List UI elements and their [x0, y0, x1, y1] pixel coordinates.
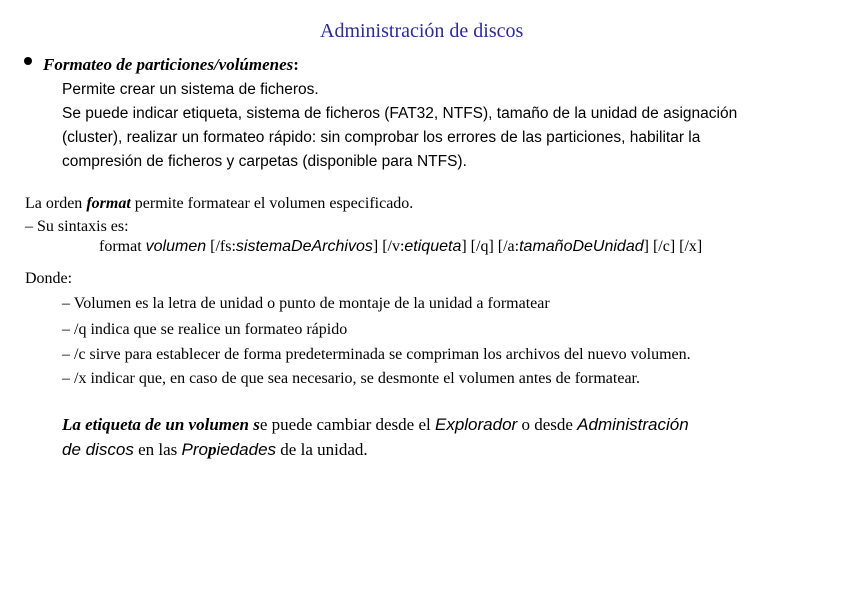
- where-item: – /q indica que se realice un formateo rápido: [62, 321, 348, 338]
- section-heading: [43, 55, 299, 75]
- note-italic: Administración: [577, 415, 689, 434]
- syntax-arg: sistemaDeArchivos: [235, 238, 373, 255]
- syntax-arg: volumen: [145, 238, 207, 255]
- format-intro: [25, 195, 413, 213]
- format-intro-pre: La orden: [25, 195, 87, 212]
- where-item: – /x indicar que, en caso de que sea necesario, se desmonte el volumen antes de formatear.: [62, 370, 640, 387]
- syntax-line: [99, 238, 702, 256]
- note-italic: Explorador: [434, 415, 518, 434]
- bullet-dot: [24, 57, 32, 65]
- bullet-line: Permite crear un sistema de ficheros.: [62, 81, 319, 98]
- syntax-cmd: format: [99, 238, 146, 255]
- syntax-part: ] [/v:: [372, 238, 405, 255]
- note-bold-letter: p: [207, 440, 217, 459]
- note-text: e puede cambiar desde el: [259, 415, 435, 434]
- note-bold: La etiqueta de un volumen s: [62, 415, 260, 434]
- page-title: Administración de discos: [320, 20, 524, 42]
- where-item: – /c sirve para establecer de forma predeterminada se compriman los archivos del nuevo volumen.: [62, 346, 691, 363]
- syntax-arg: etiqueta: [404, 238, 462, 255]
- note-italic: Pro: [181, 440, 208, 459]
- section-heading-text: Formateo de particiones/volúmenes: [43, 55, 294, 74]
- note-text: en las: [133, 440, 182, 459]
- syntax-part: ] [/q] [/a:: [461, 238, 520, 255]
- bullet-line: Se puede indicar etiqueta, sistema de ficheros (FAT32, NTFS), tamaño de la unidad de asignación: [62, 105, 738, 122]
- note-line-2: [62, 440, 368, 460]
- where-item: – Volumen es la letra de unidad o punto de montaje de la unidad a formatear: [62, 295, 550, 312]
- syntax-arg: tamañoDeUnidad: [519, 238, 644, 255]
- syntax-label: – Su sintaxis es:: [25, 218, 129, 235]
- note-text: o desde: [517, 415, 578, 434]
- format-command: format: [86, 195, 131, 212]
- note-line-1: [62, 415, 689, 435]
- bullet-line: (cluster), realizar un formateo rápido: sin comprobar los errores de las particiones, habilitar la: [62, 129, 701, 146]
- bullet-line: compresión de ficheros y carpetas (disponible para NTFS).: [62, 153, 467, 170]
- format-intro-post: permite formatear el volumen especificado.: [130, 195, 414, 212]
- note-text: de la unidad.: [276, 440, 368, 459]
- section-heading-colon: :: [293, 55, 299, 74]
- syntax-part: ] [/c] [/x]: [643, 238, 703, 255]
- note-italic: iedades: [216, 440, 277, 459]
- note-italic: de discos: [62, 440, 134, 459]
- syntax-part: [/fs:: [206, 238, 236, 255]
- where-label: Donde:: [25, 270, 73, 287]
